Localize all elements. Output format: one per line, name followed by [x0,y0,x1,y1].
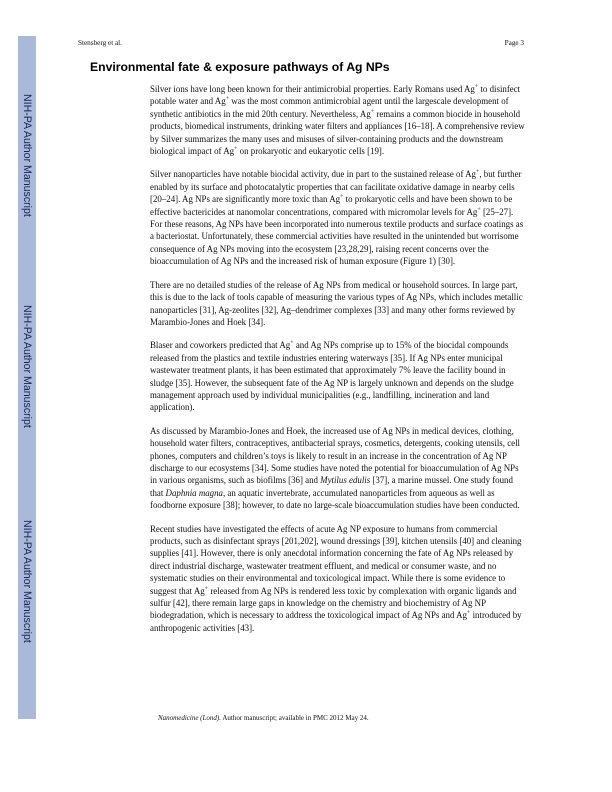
text-run: As discussed by Marambio-Jones and Hoek, the increased use of Ag NPs in medical devices, clothing, household water filters, contraceptives, antibacterial sprays, cosmetics, detergents, cooking utensils, cell phones, computers and children’s toys is likely to result in an increase in the concentration of Ag NP discharge to our ecosystems [34]. Some studies have noted the potential for bioaccumulation of Ag NPs in various organisms, such as biofilms [36] and [150,425,521,486]
species-name: Mytilus edulis [320,475,371,486]
page-number: Page 3 [504,39,524,47]
paragraph-1 [150,83,525,157]
sidebar-label: NIH-PA Author Manuscript [21,520,33,643]
superscript: + [466,610,471,617]
running-head: Stensberg et al. [78,39,122,47]
section-title: Environmental fate & exposure pathways of Ag NPs [90,60,390,74]
paragraph-6 [150,523,525,635]
text-run: Silver nanoparticles have notable biocidal activity, due in part to the sustained release of Ag [150,169,476,180]
superscript: + [477,206,481,213]
text-run: Blaser and coworkers predicted that Ag [150,340,291,351]
text-run: released from Ag NPs is rendered less toxic by complexation with organic ligands and sulfur [42], there remain large gaps in knowledge on the chemistry and biochemistry of Ag NP biodegradation, which is necessary to address the toxicological impact of Ag NPs and Ag [150,585,517,621]
paragraph-5 [150,425,525,512]
footer-citation [158,714,369,722]
text-run: to disinfect potable water and Ag [150,84,521,107]
sidebar-label: NIH-PA Author Manuscript [21,94,33,217]
text-run: introduced by anthropogenic activities [43]. [150,610,522,633]
paragraph-3 [150,279,525,329]
superscript: + [370,108,375,115]
species-name: Daphnia magna [165,487,223,498]
text-run: on prokaryotic and eukaryotic cells [19]. [237,146,385,157]
nih-pa-sidebar [18,36,36,719]
superscript: + [204,585,209,592]
text-run: [25–27]. For these reasons, Ag NPs have been incorporated into numerous textile products and surface coatings as a bacteriostat. Unfortunately, these commercial activities have resulted in the unintended but worrisome consequence of Ag NPs moving into the ecosystem [23,28,29], raising recent concerns over the bioaccumulation of Ag NPs and the increased risk of human exposure (Figure 1) [30]. [150,206,524,267]
superscript: + [475,169,480,176]
text-run: remains a common biocide in household products, biomedical instruments, drinking water filters and appliances [16–18]. A comprehensive review by Silver summarizes the many uses and misuses of silver-containing products and the downstream biological impact of Ag [150,108,525,157]
superscript: + [290,340,294,347]
text-run: to prokaryotic cells and have been shown to be effective bactericides at nanomolar concentrations, compared with micromolar levels for Ag [150,194,513,217]
text-run: Recent studies have investigated the effects of acute Ag NP exposure to humans from commercial products, such as disinfectant sprays [201,202], wound dressings [39], kitchen utensils [40] and cleaning supplies [41]. However, there is only anecdotal information concerning the fate of Ag NPs released by direct industrial discharge, wastewater treatment effluent, and medical or consumer waste, and no systematic studies on their environmental and toxicological impact. While there is some evidence to suggest that Ag [150,523,522,596]
journal-name: Nanomedicine (Lond). [158,714,221,722]
sidebar-label: NIH-PA Author Manuscript [21,305,33,428]
text-run: [37], a marine mussel. One study found that [150,475,513,498]
footer-text: Author manuscript; available in PMC 2012 May 24. [221,714,369,722]
superscript: + [474,84,479,91]
body-text [150,83,525,645]
text-run: and Ag NPs comprise up to 15% of the biocidal compounds released from the plastics and textile industries entering waterways [35]. If Ag NPs enter municipal wastewater treatment plants, it has been estimated that approximately 7% leave the facility bound in sludge [35]. However, the subsequent fate of the Ag NP is largely unknown and depends on the sludge management approach used by individual municipalities (e.g., landfilling, incineration and land application). [150,340,514,413]
paragraph-4 [150,339,525,413]
text-run: was the most common antimicrobial agent until the largescale development of synthetic antibiotics in the mid 20th century. Nevertheless, Ag [150,96,509,119]
paragraph-2 [150,168,525,267]
text-run: , an aquatic invertebrate, accumulated nanoparticles from aqueous as well as foodborne exposure [38]; however, to date no large-scale bioaccumulation studies have been conducted. [150,487,520,511]
text-run: There are no detailed studies of the release of Ag NPs from medical or household sources. In large part, this is due to the lack of tools capable of measuring the various types of Ag NPs, which includes metallic nanoparticles [31], Ag-zeolites [32], Ag–dendrimer complexes [33] and many other forms reviewed by Marambio-Jones and Hoek [34]. [150,279,523,327]
text-run: Silver ions have long been known for their antimicrobial properties. Early Romans used Ag [150,84,475,94]
text-run: , but further enabled by its surface and photocatalytic properties that can facilitate oxidative damage in nearby cells [20–24]. Ag NPs are significantly more toxic than Ag [150,169,522,205]
superscript: + [225,96,230,103]
superscript: + [340,194,344,201]
superscript: + [234,146,238,153]
